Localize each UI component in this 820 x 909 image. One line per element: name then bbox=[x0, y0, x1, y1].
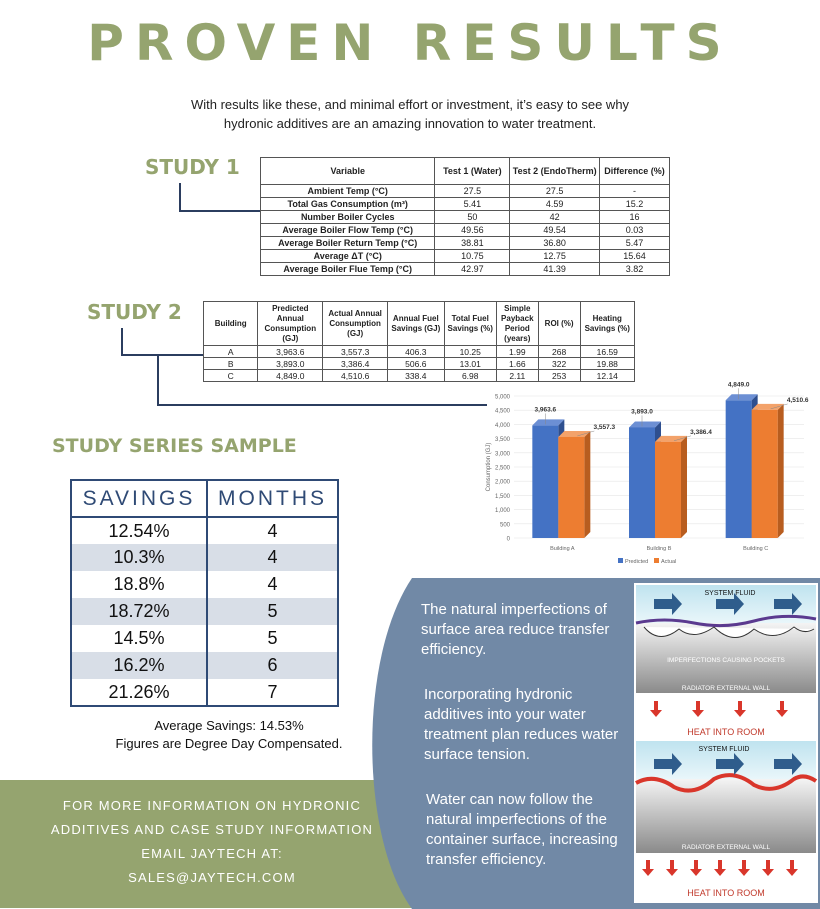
bar-predicted bbox=[726, 400, 752, 538]
y-tick-label: 3,500 bbox=[494, 437, 510, 444]
data-label: 3,963.6 bbox=[534, 406, 557, 414]
study-2-cell: 1.99 bbox=[496, 346, 538, 358]
legend-swatch bbox=[618, 558, 623, 563]
y-tick-label: 3,000 bbox=[494, 451, 510, 458]
savings-row bbox=[71, 679, 338, 706]
study-2-connector-h2 bbox=[157, 404, 487, 406]
study-1-cell: 5.41 bbox=[435, 198, 510, 211]
study-2-cell: 16.59 bbox=[580, 346, 634, 358]
study-1-row bbox=[261, 198, 670, 211]
study-2-row bbox=[204, 346, 635, 358]
study-2-connector-h1 bbox=[121, 354, 204, 356]
study-1-cell: Number Boiler Cycles bbox=[261, 211, 435, 224]
x-tick-label: Building A bbox=[550, 546, 575, 552]
study-1-cell: Average Boiler Flue Temp (°C) bbox=[261, 263, 435, 276]
diagram-label-pockets: IMPERFECTIONS CAUSING POCKETS bbox=[667, 657, 785, 664]
diagram-label-fluid: SYSTEM FLUID bbox=[704, 590, 756, 597]
study-1-header: Test 1 (Water) bbox=[435, 158, 510, 185]
study-2-cell: 10.25 bbox=[444, 346, 496, 358]
study-2-table bbox=[203, 301, 635, 382]
bar-actual bbox=[655, 442, 681, 538]
months-value: 6 bbox=[207, 652, 338, 679]
contact-line: ADDITIVES AND CASE STUDY INFORMATION bbox=[50, 822, 374, 837]
series-title: STUDY SERIES SAMPLE bbox=[52, 435, 297, 457]
y-tick-label: 5,000 bbox=[494, 394, 510, 401]
study-1-cell: 4.59 bbox=[510, 198, 600, 211]
explain-paragraph-3: Water can now follow the natural imperfections of the container surface, increasing transfer efficiency. bbox=[426, 791, 618, 868]
study-1-cell: 15.2 bbox=[600, 198, 670, 211]
study-2-cell: 12.14 bbox=[580, 370, 634, 382]
bar-predicted bbox=[629, 427, 655, 538]
study-2-header: Total Fuel Savings (%) bbox=[444, 302, 496, 346]
heat-arrows-bottom bbox=[642, 860, 798, 876]
study-1-header: Difference (%) bbox=[600, 158, 670, 185]
savings-header-row bbox=[71, 480, 338, 517]
explain-paragraph-1: The natural imperfections of surface area reduce transfer efficiency. bbox=[421, 601, 610, 658]
study-2-cell: C bbox=[204, 370, 258, 382]
months-value: 4 bbox=[267, 574, 278, 594]
study-1-connector-h bbox=[179, 210, 260, 212]
savings-row bbox=[71, 571, 338, 598]
intro-text bbox=[120, 95, 700, 133]
savings-row bbox=[71, 598, 338, 625]
study-1-cell: 12.75 bbox=[510, 250, 600, 263]
study-2-cell: 3,557.3 bbox=[323, 346, 388, 358]
study-1-cell: Ambient Temp (°C) bbox=[261, 185, 435, 198]
months-value: 4 bbox=[207, 544, 338, 571]
study-1-header-row bbox=[261, 158, 670, 185]
study-2-cell: 406.3 bbox=[388, 346, 444, 358]
diagram-label-fluid-2: SYSTEM FLUID bbox=[698, 746, 750, 753]
diagram-label-heat: HEAT INTO ROOM bbox=[687, 727, 765, 737]
x-tick-label: Building C bbox=[743, 546, 769, 552]
study-1-cell: 49.56 bbox=[435, 224, 510, 237]
study-1-row bbox=[261, 211, 670, 224]
legend-label: Actual bbox=[661, 559, 677, 565]
study-1-cell: 3.82 bbox=[600, 263, 670, 276]
study-1-cell: 42.97 bbox=[435, 263, 510, 276]
study-1-cell: 27.5 bbox=[435, 185, 510, 198]
contact-text bbox=[46, 794, 378, 890]
y-tick-label: 4,000 bbox=[494, 422, 510, 429]
study-1-cell: 10.75 bbox=[435, 250, 510, 263]
savings-row bbox=[71, 517, 338, 544]
heat-arrows-top bbox=[650, 701, 788, 717]
study-2-cell: 3,963.6 bbox=[258, 346, 323, 358]
study-2-cell: 13.01 bbox=[444, 358, 496, 370]
study-1-cell: 0.03 bbox=[600, 224, 670, 237]
study-2-header-row bbox=[204, 302, 635, 346]
y-tick-label: 2,000 bbox=[494, 479, 510, 486]
degree-day-note: Figures are Degree Day Compensated. bbox=[115, 736, 343, 751]
savings-value: 16.2% bbox=[71, 652, 207, 679]
study-1-cell: 27.5 bbox=[510, 185, 600, 198]
savings-header: SAVINGS bbox=[71, 480, 207, 517]
savings-row bbox=[71, 652, 338, 679]
y-tick-label: 500 bbox=[499, 522, 510, 529]
y-axis-label: Consumption (GJ) bbox=[486, 442, 492, 492]
study-2-cell: A bbox=[204, 346, 258, 358]
study-2-cell: 4,849.0 bbox=[258, 370, 323, 382]
diagram-label-wall-2: RADIATOR EXTERNAL WALL bbox=[681, 844, 771, 851]
study-1-row bbox=[261, 237, 670, 250]
study-2-cell: 1.66 bbox=[496, 358, 538, 370]
x-tick-label: Building B bbox=[646, 546, 672, 552]
study-1-cell: 50 bbox=[435, 211, 510, 224]
study-1-cell: 41.39 bbox=[510, 263, 600, 276]
study-2-cell: 19.88 bbox=[580, 358, 634, 370]
study-1-cell: 49.54 bbox=[510, 224, 600, 237]
study-2-connector-v1 bbox=[121, 328, 123, 355]
bar-actual bbox=[752, 410, 778, 538]
y-tick-label: 0 bbox=[506, 536, 510, 543]
study-1-row bbox=[261, 185, 670, 198]
months-value: 4 bbox=[267, 520, 278, 541]
contact-email: SALES@JAYTECH.COM bbox=[128, 870, 296, 885]
savings-value: 10.3% bbox=[71, 544, 207, 571]
study-2-cell: 506.6 bbox=[388, 358, 444, 370]
study-2-cell: 268 bbox=[538, 346, 580, 358]
data-label: 3,386.4 bbox=[690, 428, 712, 436]
savings-row bbox=[71, 625, 338, 652]
study-1-header: Test 2 (EndoTherm) bbox=[510, 158, 600, 185]
study-1-cell: - bbox=[600, 185, 670, 198]
study-1-cell: Total Gas Consumption (m³) bbox=[261, 198, 435, 211]
study-1-row bbox=[261, 250, 670, 263]
study-2-cell: 322 bbox=[538, 358, 580, 370]
diagram-label-wall: RADIATOR EXTERNAL WALL bbox=[681, 685, 771, 692]
study-1-cell: 15.64 bbox=[600, 250, 670, 263]
bar-actual bbox=[558, 437, 584, 538]
study-1-row bbox=[261, 224, 670, 237]
intro-line-2: hydronic additives are an amazing innovation to water treatment. bbox=[223, 116, 597, 131]
study-2-cell: 4,510.6 bbox=[323, 370, 388, 382]
explain-paragraph-2: Incorporating hydronic additives into your water treatment plan reduces water surface tension. bbox=[424, 686, 619, 763]
bar-side bbox=[778, 404, 784, 538]
diagram-label-heat-2: HEAT INTO ROOM bbox=[687, 888, 765, 898]
study-1-cell: 38.81 bbox=[435, 237, 510, 250]
study-1-cell: 36.80 bbox=[510, 237, 600, 250]
contact-line: EMAIL JAYTECH AT: bbox=[141, 846, 283, 861]
study-2-header: Annual Fuel Savings (GJ) bbox=[388, 302, 444, 346]
study-2-header: Heating Savings (%) bbox=[580, 302, 634, 346]
savings-row bbox=[71, 544, 338, 571]
study-1-table bbox=[260, 157, 670, 276]
study-2-cell: 253 bbox=[538, 370, 580, 382]
study-1-cell: 5.47 bbox=[600, 237, 670, 250]
y-tick-label: 1,000 bbox=[494, 508, 510, 515]
study-2-cell: 2.11 bbox=[496, 370, 538, 382]
data-label: 3,893.0 bbox=[631, 408, 653, 416]
study-2-header: ROI (%) bbox=[538, 302, 580, 346]
savings-value: 18.72% bbox=[71, 598, 207, 625]
savings-table bbox=[70, 479, 339, 707]
study-1-cell: Average Boiler Flow Temp (°C) bbox=[261, 224, 435, 237]
study-1-label: STUDY 1 bbox=[145, 155, 240, 179]
y-tick-label: 1,500 bbox=[494, 493, 510, 500]
study-1-cell: 16 bbox=[600, 211, 670, 224]
study-2-cell: 338.4 bbox=[388, 370, 444, 382]
months-value: 7 bbox=[267, 681, 278, 702]
average-savings-text: Average Savings: 14.53% bbox=[154, 718, 304, 733]
data-label: 4,849.0 bbox=[727, 381, 750, 389]
study-2-cell: 6.98 bbox=[444, 370, 496, 382]
surface-tension-diagram bbox=[634, 583, 818, 903]
data-label: 4,510.6 bbox=[786, 396, 809, 404]
legend-label: Predicted bbox=[625, 559, 649, 565]
intro-line-1: With results like these, and minimal effort or investment, it’s easy to see why bbox=[190, 97, 630, 112]
months-value: 5 bbox=[207, 598, 338, 625]
study-1-cell: 42 bbox=[510, 211, 600, 224]
study-2-header: Actual Annual Consumption (GJ) bbox=[323, 302, 388, 346]
study-1-header: Variable bbox=[261, 158, 435, 185]
y-tick-label: 4,500 bbox=[494, 408, 510, 415]
wall-region-bottom bbox=[636, 779, 816, 853]
study-1-cell: Average ΔT (°C) bbox=[261, 250, 435, 263]
study-2-cell: 3,386.4 bbox=[323, 358, 388, 370]
study-1-row bbox=[261, 263, 670, 276]
study-2-header: Predicted Annual Consumption (GJ) bbox=[258, 302, 323, 346]
bar-side bbox=[681, 436, 687, 538]
study-2-row bbox=[204, 358, 635, 370]
savings-value: 14.5% bbox=[71, 625, 207, 652]
months-value: 5 bbox=[267, 628, 278, 648]
contact-line: FOR MORE INFORMATION ON HYDRONIC bbox=[62, 798, 362, 813]
months-header: MONTHS bbox=[207, 480, 338, 517]
data-label: 3,557.3 bbox=[593, 423, 616, 431]
savings-value: 18.8% bbox=[71, 571, 207, 598]
bar-side bbox=[584, 431, 590, 538]
study-2-cell: 3,893.0 bbox=[258, 358, 323, 370]
bar-predicted bbox=[532, 425, 558, 538]
savings-value: 21.26% bbox=[71, 679, 207, 706]
average-savings bbox=[70, 717, 388, 753]
study-2-connector-v2 bbox=[157, 355, 159, 405]
study-2-header: Simple Payback Period (years) bbox=[496, 302, 538, 346]
y-tick-label: 2,500 bbox=[494, 465, 510, 472]
legend-swatch bbox=[654, 558, 659, 563]
study-1-connector-v bbox=[179, 183, 181, 211]
consumption-bar-chart bbox=[478, 372, 810, 570]
page-title: PROVEN RESULTS bbox=[87, 14, 733, 72]
study-2-cell: B bbox=[204, 358, 258, 370]
study-2-header: Building bbox=[204, 302, 258, 346]
study-2-label: STUDY 2 bbox=[87, 300, 182, 324]
savings-value: 12.54% bbox=[71, 517, 207, 544]
study-1-cell: Average Boiler Return Temp (°C) bbox=[261, 237, 435, 250]
